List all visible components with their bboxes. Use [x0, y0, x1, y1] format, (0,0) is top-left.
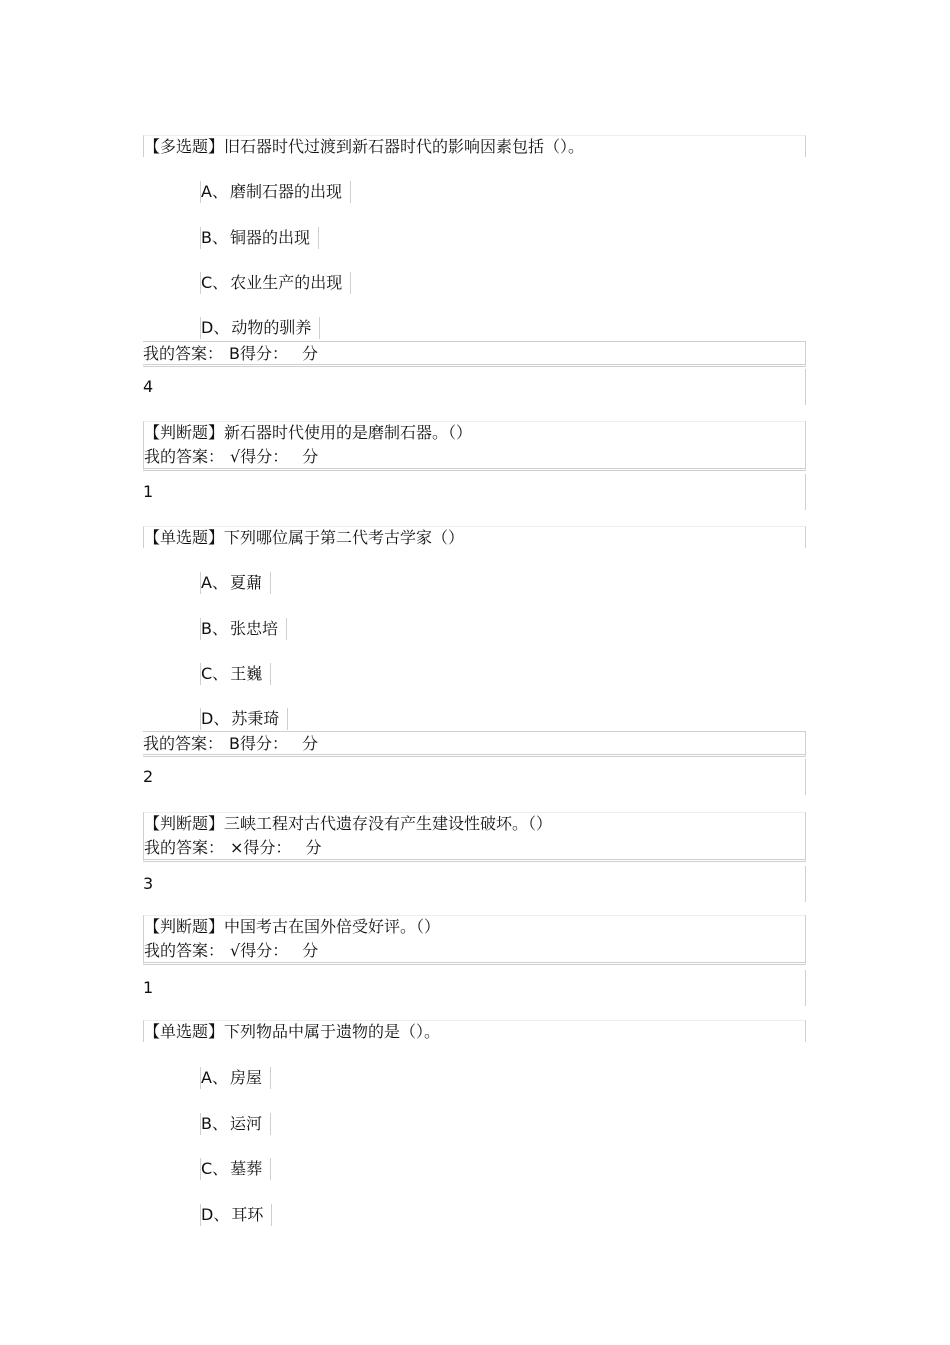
option-letter: D、 — [201, 318, 230, 337]
option-letter: A、 — [201, 1068, 228, 1087]
question-2-block — [143, 421, 806, 471]
score-number: 1 — [143, 978, 154, 997]
score-unit: 分 — [302, 344, 319, 363]
score-unit: 分 — [302, 734, 319, 753]
option-text: 农业生产的出现 — [230, 273, 343, 292]
option-letter: C、 — [201, 1159, 229, 1178]
question-3-option-d[interactable] — [200, 708, 288, 730]
question-1-answer-row — [143, 341, 806, 367]
question-6-option-b[interactable] — [200, 1113, 271, 1135]
question-text: 【判断题】中国考古在国外倍受好评。（） — [144, 917, 441, 936]
answer-value: √ — [230, 941, 241, 960]
option-text: 王巍 — [230, 664, 263, 683]
question-5-block — [143, 915, 806, 965]
question-1-option-c[interactable] — [200, 272, 351, 294]
question-5-number — [143, 970, 806, 1006]
question-3-option-b[interactable] — [200, 618, 287, 640]
question-text: 【判断题】三峡工程对古代遗存没有产生建设性破坏。（） — [144, 814, 553, 833]
score-number: 4 — [143, 377, 154, 396]
score-unit: 分 — [302, 447, 319, 466]
answer-value: √ — [230, 447, 241, 466]
answer-label: 我的答案： — [144, 447, 225, 466]
option-letter: D、 — [201, 1205, 230, 1224]
option-letter: B、 — [201, 619, 228, 638]
answer-label: 我的答案： — [143, 734, 224, 753]
question-4-stem — [144, 813, 805, 836]
score-label: 得分： — [243, 838, 292, 857]
question-4-answer-row — [144, 836, 805, 859]
question-6-option-d[interactable] — [200, 1204, 272, 1226]
score-number: 3 — [143, 874, 154, 893]
option-text: 动物的驯养 — [231, 318, 312, 337]
score-unit: 分 — [305, 838, 322, 857]
option-text: 夏鼐 — [229, 573, 262, 592]
answer-label: 我的答案： — [144, 941, 225, 960]
question-3-option-c[interactable] — [200, 663, 271, 685]
score-label: 得分： — [240, 344, 289, 363]
question-text: 【单选题】下列哪位属于第二代考古学家（） — [144, 528, 465, 547]
question-4-number — [143, 866, 806, 902]
score-number: 1 — [143, 482, 154, 501]
option-text: 运河 — [229, 1114, 262, 1133]
question-text: 【单选题】下列物品中属于遗物的是（）。 — [144, 1022, 441, 1041]
option-letter: A、 — [201, 573, 228, 592]
question-3-option-a[interactable] — [200, 572, 271, 594]
option-text: 耳环 — [231, 1205, 264, 1224]
option-text: 房屋 — [229, 1068, 262, 1087]
score-label: 得分： — [240, 941, 289, 960]
question-5-answer-row — [144, 939, 805, 962]
score-label: 得分： — [240, 734, 289, 753]
score-number: 2 — [143, 767, 154, 786]
question-3-stem — [143, 526, 806, 548]
option-text: 铜器的出现 — [229, 228, 310, 247]
score-label: 得分： — [240, 447, 289, 466]
question-1-option-d[interactable] — [200, 317, 320, 339]
option-letter: B、 — [201, 1114, 228, 1133]
option-letter: B、 — [201, 228, 228, 247]
question-text: 【多选题】旧石器时代过渡到新石器时代的影响因素包括（）。 — [144, 137, 585, 156]
question-6-option-a[interactable] — [200, 1067, 271, 1089]
answer-value: B — [229, 734, 240, 753]
question-1-stem — [143, 135, 806, 157]
score-unit: 分 — [302, 941, 319, 960]
answer-label: 我的答案： — [144, 838, 225, 857]
question-5-stem — [144, 916, 805, 939]
question-3-number — [143, 759, 806, 795]
question-4-block — [143, 812, 806, 862]
option-letter: C、 — [201, 664, 229, 683]
question-text: 【判断题】新石器时代使用的是磨制石器。（） — [144, 423, 473, 442]
question-6-stem — [143, 1020, 806, 1042]
option-text: 磨制石器的出现 — [229, 182, 342, 201]
option-letter: A、 — [201, 182, 228, 201]
answer-value: × — [230, 838, 244, 857]
question-2-answer-row — [144, 445, 805, 468]
question-1-number — [143, 369, 806, 405]
question-1-option-a[interactable] — [200, 181, 351, 203]
question-1-option-b[interactable] — [200, 227, 319, 249]
question-6-option-c[interactable] — [200, 1158, 271, 1180]
option-text: 苏秉琦 — [231, 709, 280, 728]
question-2-number — [143, 474, 806, 510]
question-2-stem — [144, 422, 805, 445]
question-3-answer-row — [143, 731, 806, 757]
option-letter: C、 — [201, 273, 229, 292]
option-text: 墓葬 — [230, 1159, 263, 1178]
option-letter: D、 — [201, 709, 230, 728]
answer-label: 我的答案： — [143, 344, 224, 363]
option-text: 张忠培 — [229, 619, 278, 638]
answer-value: B — [229, 344, 240, 363]
